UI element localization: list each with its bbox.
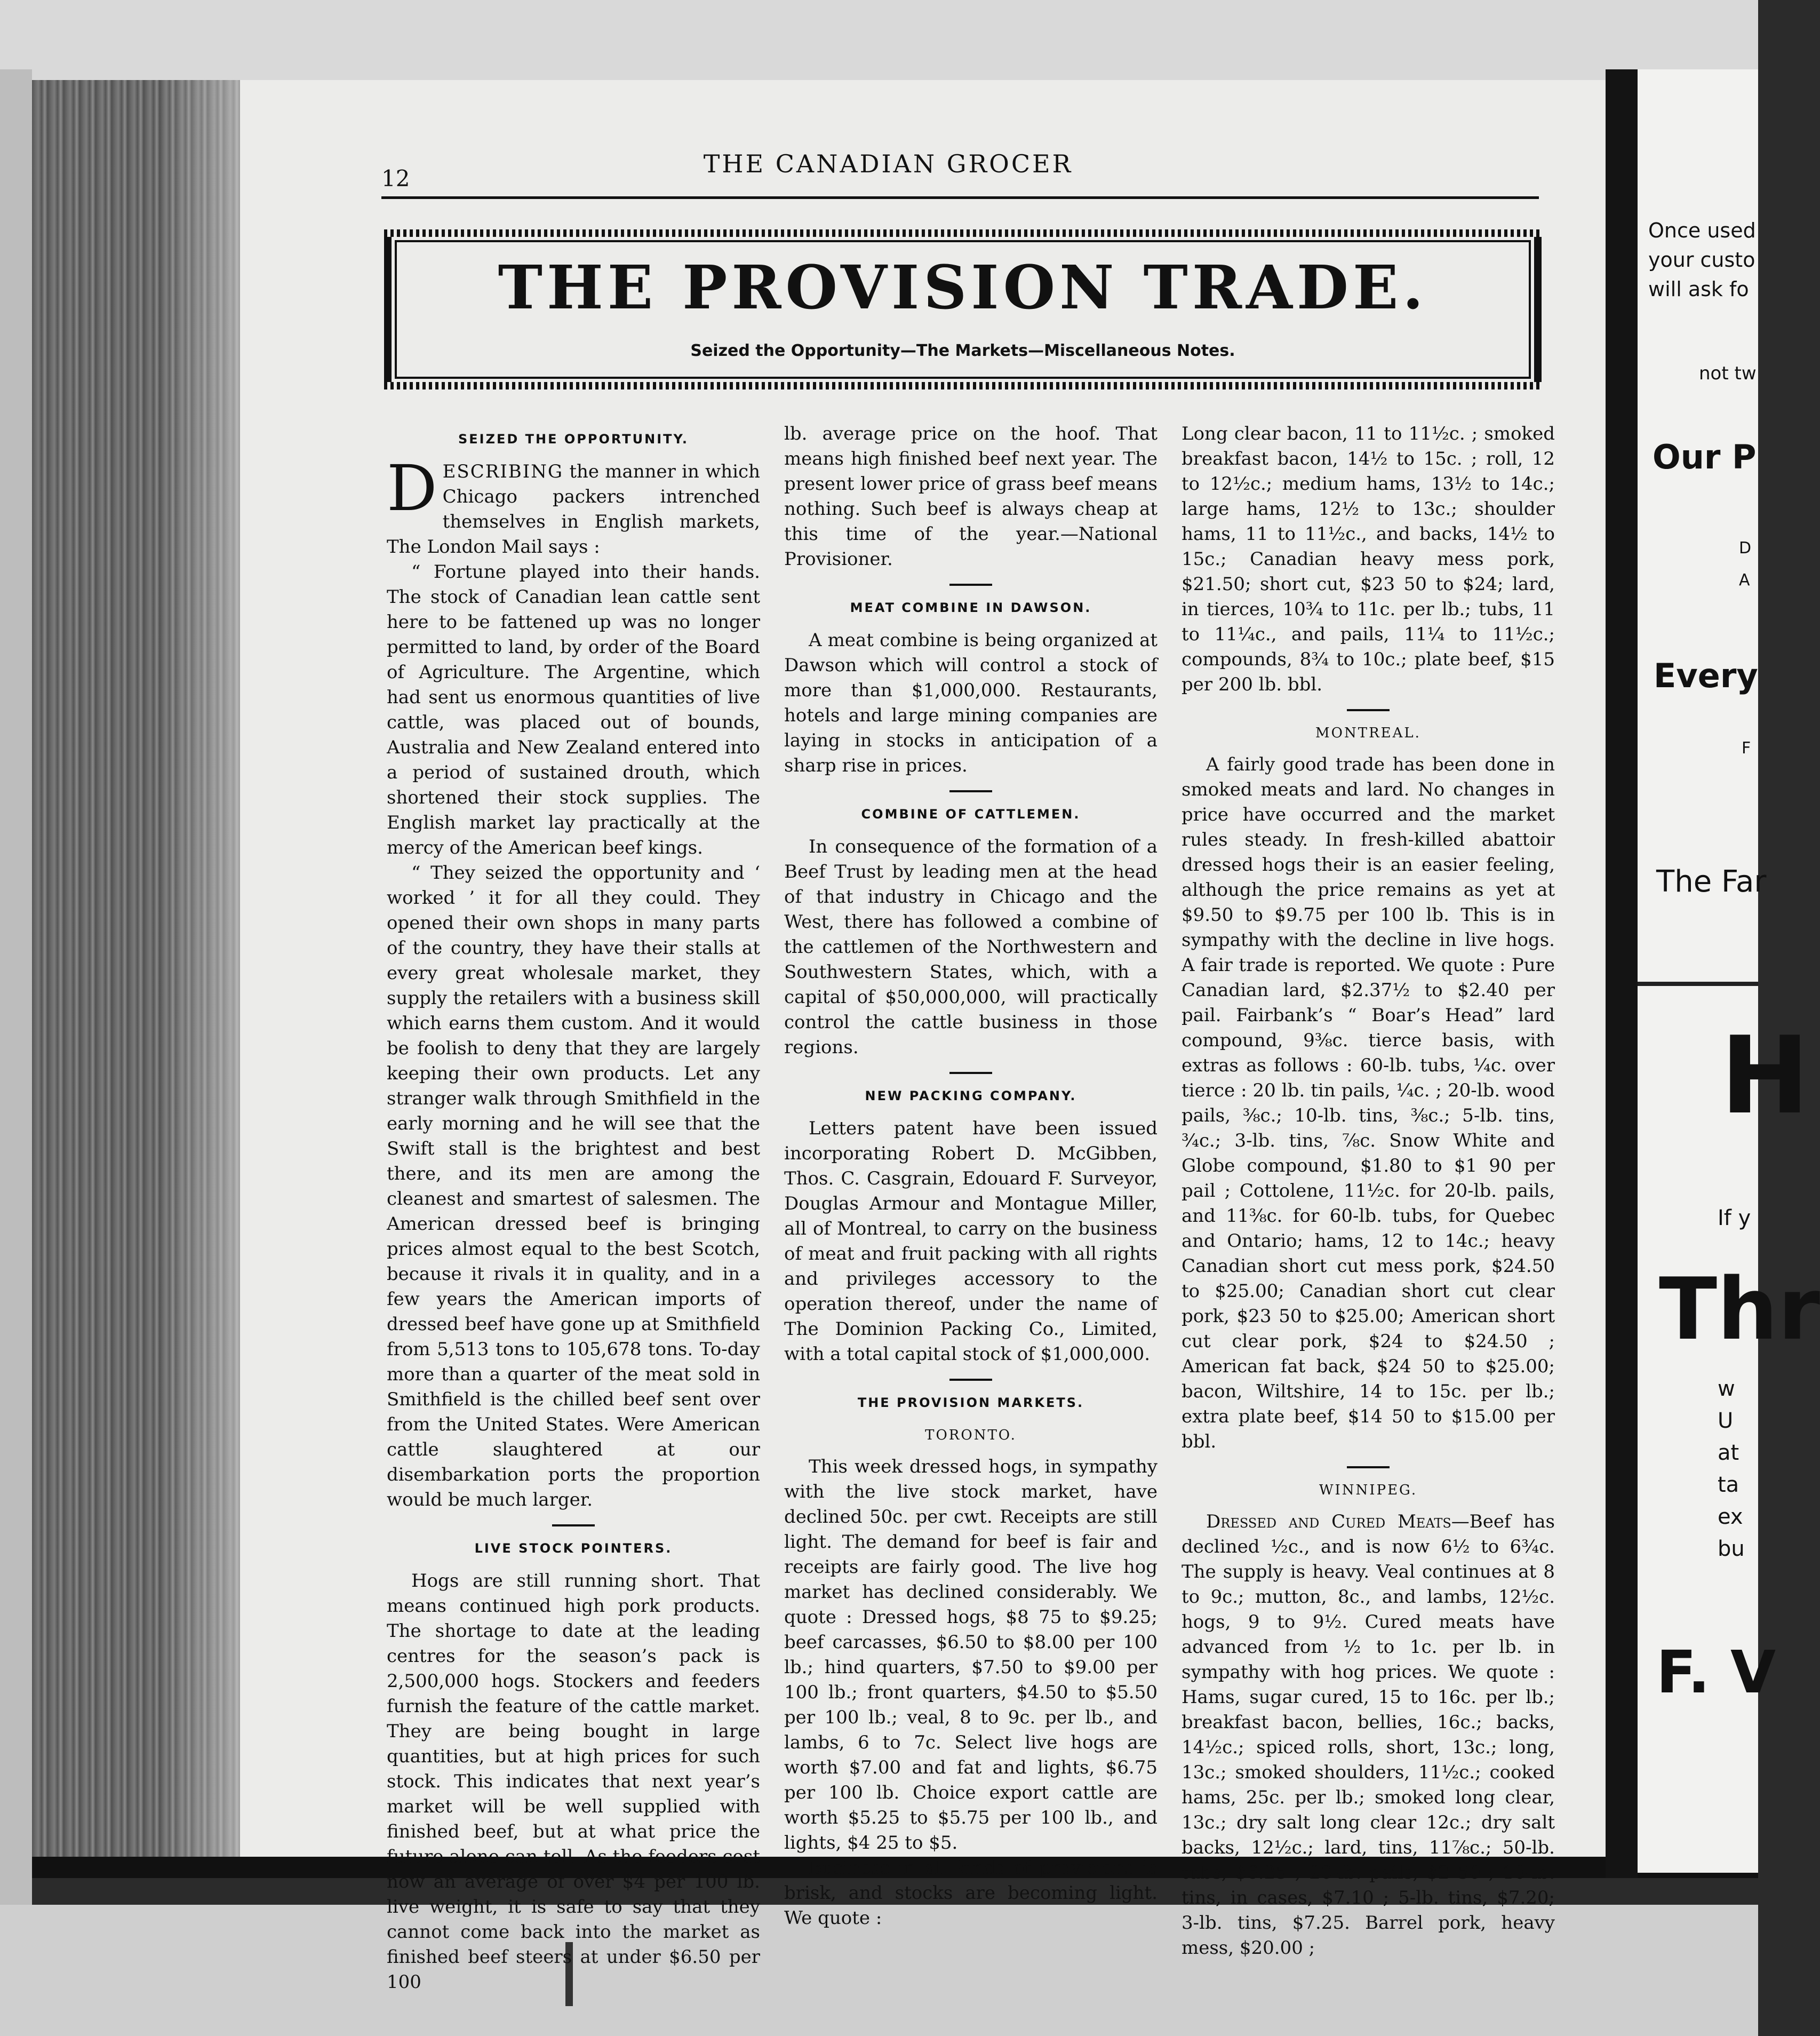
section-heading-packing: NEW PACKING COMPANY. [865,1088,1077,1103]
facing-page [1638,69,1820,1873]
facing-text: w [1718,1377,1735,1401]
facing-text: A [1739,571,1750,590]
column-2 [784,421,1158,1931]
book-gutter [1606,69,1638,1878]
facing-heading: Thr [1659,1259,1820,1359]
running-head: THE CANADIAN GROCER [703,149,1073,178]
facing-text: U [1718,1409,1734,1433]
paragraph-montreal: A fairly good trade has been done in smoked meats and lard. No changes in price have occurred and the market rules steady. In fresh-killed abattoir dressed hogs their is an easier feeling, although the price remains as yet at $9.50 to $9.75 per 100 lb. This is in sympathy with the decline in live hogs. A fair trade is reported. We quote : Pure Canadian lard, $2.37½ to $2.40 per pail. Fairbank’s “ Boar’s Head” lard compound, 9⅜c. tierce basis, with extras as follows : 60-lb. tubs, ¼c. over tierce : 20 lb. tin pails, ¼c. ; 20-lb. wood pails, ⅜c.; 10-lb. tins, ⅜c.; 5-lb. tins, ¾c.; 3-lb. tins, ⅞c. Snow White and Globe compound, $1.80 to $1 90 per pail ; Cottolene, 11½c. for 20-lb. pails, and 11⅜c. for 60-lb. tubs, for Quebec and Ontario; hams, 12 to 14c.; heavy Canadian short cut mess pork, $24.50 to $25.00; Canadian short cut clear pork, $23 50 to $25.00; American short cut clear pork, $24 to $24.50 ; American fat back, $24 50 to $25.00; bacon, Wiltshire, 14 to 15c. per lb.; extra plate beef, $14 50 to $15.00 per bbl. [1182,754,1555,1452]
paragraph-toronto: This week dressed hogs, in sympathy with the live stock market, have declined 50c. per cwt. Receipts are still light. The demand for beef is fair and receipts are fairly good. The live hog market has declined considerably. We quote : Dressed hogs, $8 75 to $9.25; beef carcasses, $6.50 to $8.00 per 100 lb.; hind quarters, $7.50 to $9.00 per 100 lb.; front quarters, $4.50 to $5.50 per 100 lb.; veal, 8 to 9c. per lb., and lambs, 6 to 7c. Select live hogs are worth $7.00 and fat and lights, $6.75 per 100 lb. Choice export cattle are worth $5.25 to $5.75 per 100 lb., and lights, $4 25 to $5. [784,1456,1158,1854]
facing-text: ta [1718,1473,1739,1497]
section-heading-dawson: MEAT COMBINE IN DAWSON. [850,600,1092,615]
column-1 [387,421,760,1995]
subheading-montreal: MONTREAL. [1315,725,1421,741]
paragraph-continued: lb. average price on the hoof. That means high finished beef next year. The present lower price of grass beef means nothing. Such beef is always cheap at this time of the year.—National Provisioner. [784,423,1158,570]
facing-big-letter: H [1720,1014,1810,1138]
section-heading-cattlemen: COMBINE OF CATTLEMEN. [861,807,1081,822]
paragraph-describing [387,451,760,560]
facing-text: ex [1718,1505,1743,1529]
section-rule [552,1524,595,1526]
facing-rule [1638,982,1758,986]
paragraph-toronto-continued: Long clear bacon, 11 to 11½c. ; smoked breakfast bacon, 14½ to 15c. ; roll, 12 to 12½c.; medium hams, 13½ to 14c.; large hams, 12½ to 13c.; shoulder hams, 11 to 11½c., and backs, 14½ to 15c.; Canadian heavy mess pork, $21.50; short cut, $23 50 to $24; lard, in tierces, 10¾ to 11c. per lb.; tubs, 11 to 11¼c., and pails, 11¼ to 11½c.; compounds, 8¾ to 10c.; plate beef, $15 per 200 lb. bbl. [1182,423,1555,695]
paragraph-fortune: “ Fortune played into their hands. The stock of Canadian lean cattle sent here to be fattened up was no longer permitted to land, by order of the Board of Agriculture. The Argentine, which had sent us enormous quantities of live cattle, was placed out of bounds, Australia and New Zealand entered into a period of sustained drouth, which shortened their stock supplies. The English market lay practically at the mercy of the American beef kings. [387,561,760,858]
section-rule [1347,1466,1390,1468]
facing-text: Once used [1648,219,1756,242]
section-rule [949,790,992,792]
facing-heading: Every [1654,656,1758,695]
article-title: THE PROVISION TRADE. [498,253,1428,323]
paragraph-dawson: A meat combine is being organized at Dawson which will control a stock of more than $1,000,000. Restaurants, hotels and large mining companies are laying in stocks in anticipation of a sharp rise in prices. [784,630,1158,776]
facing-text: at [1718,1441,1739,1465]
scanner-background-top [0,0,1758,80]
facing-text: will ask fo [1648,277,1749,301]
paragraph-cattlemen: In consequence of the formation of a Beef Trust by leading men at the head of that industry in Chicago and the West, there has followed a combine of the cattlemen of the Northwestern and Southwestern States, which, with a capital of $50,000,000, will practically control the cattle business in those regions. [784,836,1158,1058]
lead-word: ESCRIBING [442,461,564,482]
scanner-background-left [0,69,32,1905]
winnipeg-lead: Dressed and Cured Meats [1206,1511,1451,1532]
paragraph-toronto-business: Business in all kinds of provisions is brisk, and stocks are becoming light. We quote : [784,1857,1158,1929]
subheading-toronto: TORONTO. [925,1427,1017,1443]
facing-text: your custo [1648,248,1755,272]
section-heading-seized: SEIZED THE OPPORTUNITY. [458,432,689,447]
facing-heading: Our P [1653,438,1757,476]
section-rule [1347,709,1390,711]
paragraph-text: the manner in which Chicago packers intrenched themselves in English markets, The London Mail says : [387,461,760,558]
subheading-winnipeg: WINNIPEG. [1319,1482,1418,1498]
facing-text: not tw [1699,363,1757,384]
paragraph-hogs: Hogs are still running short. That means continued high pork products. The shortage to date at the leading centres for the season’s pack is 2,500,000 hogs. Stockers and feeders furnish the feature of the cattle market. They are being bought in large quantities, but at high prices for such stock. This indicates that next year’s market will be well supplied with finished beef, but at what price the future alone can tell. As the feeders cost now an average of over $4 per 100 lb. live weight, it is safe to say that they cannot come back into the market as finished beef steers at under $6.50 per 100 [387,1570,760,1993]
section-heading-markets: THE PROVISION MARKETS. [857,1395,1084,1410]
facing-text: If y [1718,1206,1751,1230]
title-box [384,229,1542,389]
book-page-edges-shade [160,80,245,1857]
section-rule [949,1379,992,1381]
facing-text: bu [1718,1537,1745,1561]
page-number: 12 [381,165,410,192]
column-3 [1182,421,1555,1961]
drop-cap: D [387,451,437,525]
facing-text: F [1742,739,1751,758]
paragraph-seized: “ They seized the opportunity and ‘ worked ’ it for all they could. They opened their own shops in many parts of the country, they have their stalls at every great wholesale market, they supply the retailers with a business skill which earns them custom. And it would be foolish to deny that they are largely keeping their own products. Let any stranger walk through Smithfield in the early morning and he will see that the Swift stall is the brightest and best there, and its men are among the cleanest and smartest of salesmen. The American dressed beef is bringing prices almost equal to the best Scotch, because it rivals it in quality, and in a few years the American imports of dressed beef have gone up at Smithfield from 5,513 tons to 105,678 tons. To-day more than a quarter of the meat sold in Smithfield is the chilled beef sent over from the United States. Were American cattle slaughtered at our disembarkation ports the proportion would be much larger. [387,862,760,1510]
facing-text: D [1739,539,1752,558]
article-subtitle: Seized the Opportunity—The Markets—Miscellaneous Notes. [690,341,1235,360]
header-rule [381,196,1539,199]
section-rule [949,1072,992,1074]
paragraph-winnipeg [1182,1509,1555,1961]
paragraph-packing: Letters patent have been issued incorporating Robert D. McGibben, Thos. C. Casgrain, Edouard F. Surveyor, Douglas Armour and Montague Miller, all of Montreal, to carry on the business of meat and fruit packing with all rights and privileges accessory to the operation thereof, under the name of The Dominion Packing Co., Limited, with a total capital stock of $1,000,000. [784,1118,1158,1365]
newspaper-page [240,80,1606,1993]
section-heading-live-stock: LIVE STOCK POINTERS. [474,1541,673,1556]
facing-heading: The Far [1656,864,1767,899]
paragraph-text: —Beef has declined ½c., and is now 6½ to 6¾c. The supply is heavy. Veal continues at 8 to 9c.; mutton, 8c., and lambs, 12½c. hogs, 9 to 9½. Cured meats have advanced from ½ to 1c. per lb. in sympathy with hog prices. We quote : Hams, sugar cured, 15 to 16c. per lb.; breakfast bacon, bellies, 16c.; backs, 14½c.; spiced rolls, short, 13c.; long, 13c.; smoked shoulders, 11½c.; cooked hams, 25c. per lb.; smoked long clear, 13c.; dry salt long clear 12c.; dry salt backs, 12½c.; lard, tins, 11⅞c.; 50-lb. tubs, $6.25 ; 20-lb. pails, $2 50 ; 10-lb. tins, in cases, $7.10 ; 5-lb. tins, $7.20; 3-lb. tins, $7.25. Barrel pork, heavy mess, $20.00 ; [1182,1511,1555,1959]
facing-heading: F. V [1656,1638,1776,1706]
section-rule [949,584,992,586]
